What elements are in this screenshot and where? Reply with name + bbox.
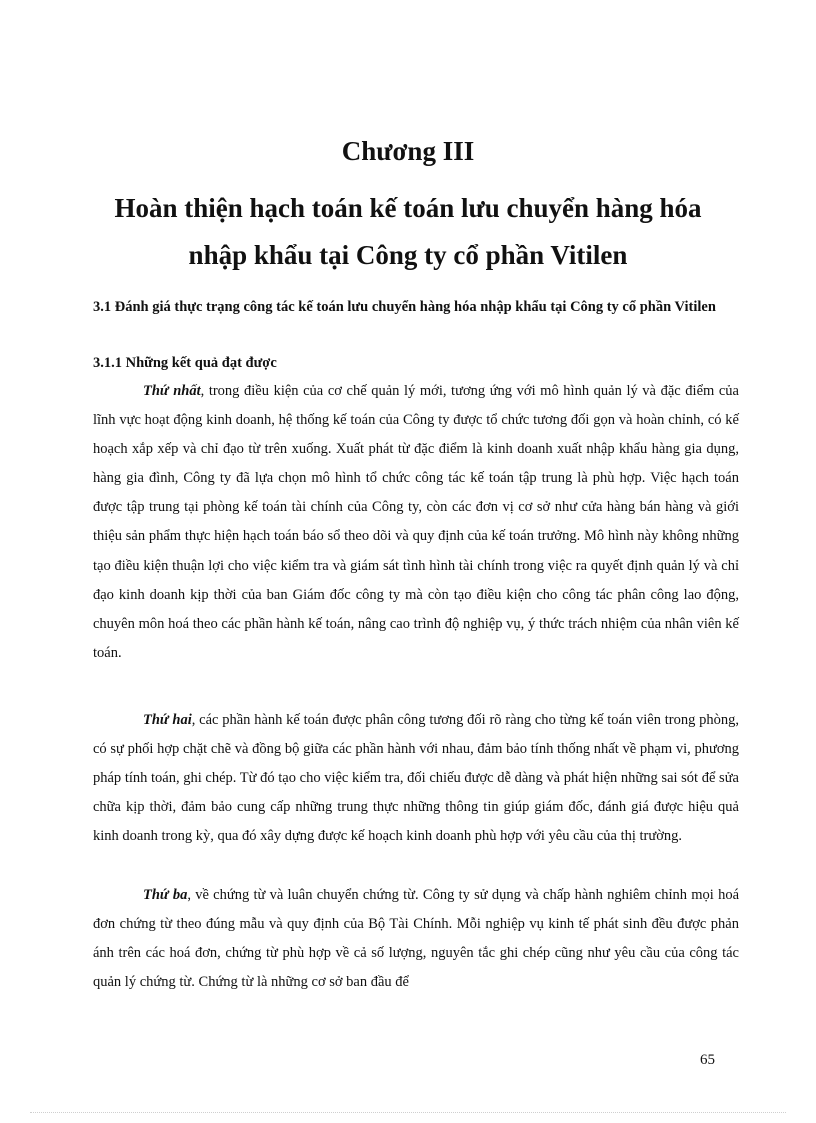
paragraph-text: , trong điều kiện của cơ chế quản lý mới, tương ứng với mô hình quản lý và đặc điểm của lĩnh vực hoạt động kinh doanh, hệ thống kế toán của Công ty được tổ chức tương đối gọn và hoàn chỉnh, có kế hoạch xắp xếp và chỉ đạo từ trên xuống. Xuất phát từ đặc điểm là kinh doanh xuất nhập khẩu hàng gia dụng, hàng gia đình, Công ty đã lựa chọn mô hình tổ chức công tác kế toán tập trung là phù hợp. Việc hạch toán được tập trung tại phòng kế toán tài chính của Công ty, còn các đơn vị cơ sở như cửa hàng bán hàng và giới thiệu sản phẩm thực hiện hạch toán báo sổ theo dõi và quy định của kế toán trưởng. Mô hình này không những tạo điều kiện thuận lợi cho việc kiểm tra và giám sát tình hình tài chính trong việc ra quyết định quản lý và chỉ đạo kinh doanh kịp thời của ban Giám đốc công ty mà còn tạo điều kiện cho công tác phân công lao động, chuyên môn hoá theo các phần hành kế toán, nâng cao trình độ nghiệp vụ, ý thức trách nhiệm của nhân viên kế toán. [93,383,739,661]
paragraph-thu-nhat [93,377,739,668]
section-heading: 3.1 Đánh giá thực trạng công tác kế toán lưu chuyển hàng hóa nhập khẩu tại Công ty cổ phần Vitilen [93,299,716,315]
paragraph-lead: Thứ hai [143,712,192,728]
page-bottom-divider [30,1112,786,1113]
chapter-title-line-2: nhập khẩu tại Công ty cổ phần Vitilen [188,240,628,270]
paragraph-thu-hai [93,706,739,851]
paragraph-thu-ba [93,881,739,997]
chapter-title-line-1: Hoàn thiện hạch toán kế toán lưu chuyển hàng hóa [114,193,702,223]
subsection-heading: 3.1.1 Những kết quả đạt được [93,355,277,371]
paragraph-text: , các phần hành kế toán được phân công tương đối rõ ràng cho từng kế toán viên trong phòng, có sự phối hợp chặt chẽ và đồng bộ giữa các phần hành với nhau, đảm bảo tính thống nhất về phạm vi, phương pháp tính toán, ghi chép. Từ đó tạo cho việc kiểm tra, đối chiếu được dễ dàng và phát hiện những sai sót để sửa chữa kịp thời, đảm bảo cung cấp những trung thực những thông tin giúp giám đốc, đánh giá được hiệu quả kinh doanh trong kỳ, qua đó xây dựng được kế hoạch kinh doanh phù hợp với yêu cầu của thị trường. [93,712,739,845]
page-number: 65 [700,1052,715,1068]
paragraph-text: , về chứng từ và luân chuyển chứng từ. Công ty sử dụng và chấp hành nghiêm chỉnh mọi hoá đơn chứng từ theo đúng mẫu và quy định của Bộ Tài Chính. Mỗi nghiệp vụ kinh tế phát sinh đều được phản ánh trên các hoá đơn, chứng từ phù hợp về cả số lượng, nguyên tắc ghi chép cũng như yêu cầu của công tác quản lý chứng từ. Chứng từ là những cơ sở ban đầu để [93,887,740,991]
paragraph-lead: Thứ ba [143,887,188,903]
chapter-heading: Chương III [341,136,475,166]
paragraph-lead: Thứ nhất [143,383,201,399]
